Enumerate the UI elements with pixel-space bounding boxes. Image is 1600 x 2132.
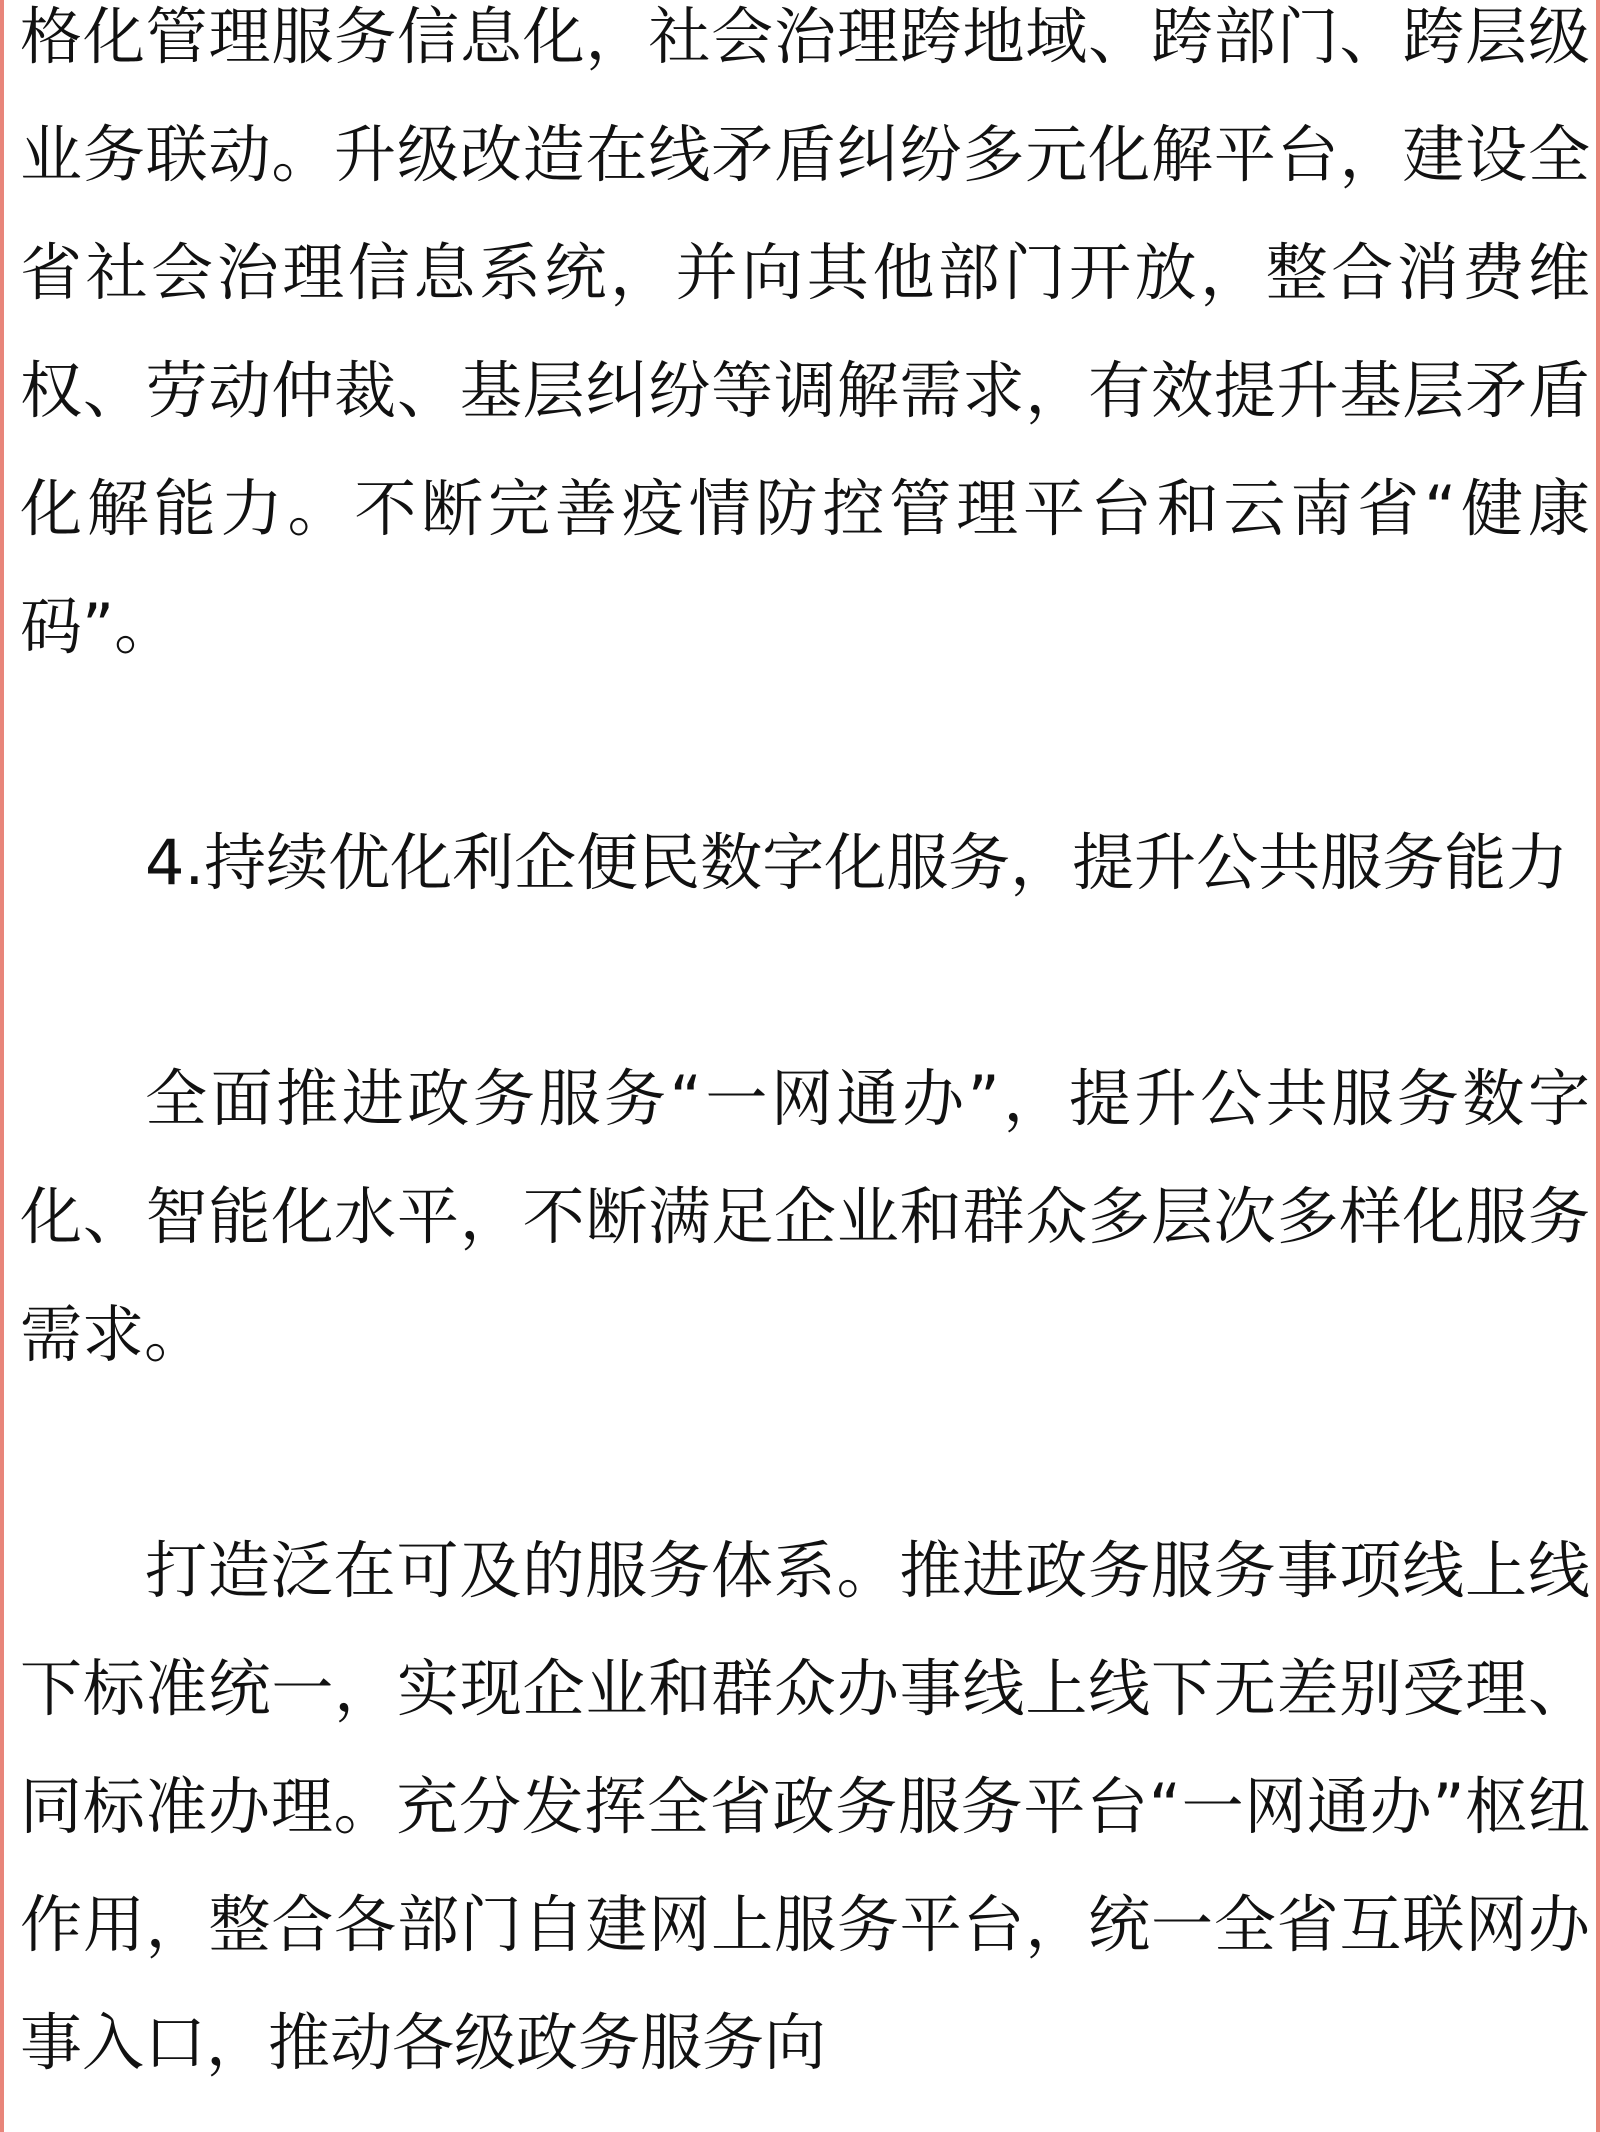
paragraph-spacer <box>20 686 1590 804</box>
paragraph-spacer <box>20 922 1590 1040</box>
document-body <box>20 0 1590 2102</box>
paragraph-social-governance: 格化管理服务信息化，社会治理跨地域、跨部门、跨层级业务联动。升级改造在线矛盾纠纷多元化解平台，建设全省社会治理信息系统，并向其他部门开放，整合消费维权、劳动仲裁、基层纠纷等调解需求，有效提升基层矛盾化解能力。不断完善疫情防控管理平台和云南省“健康码”。 <box>20 0 1590 663</box>
paragraph-spacer <box>20 1394 1590 1512</box>
paragraph-service-system: 打造泛在可及的服务体系。推进政务服务事项线上线下标准统一，实现企业和群众办事线上线下无差别受理、同标准办理。充分发挥全省政务服务平台“一网通办”枢纽作用，整合各部门自建网上服务平台，统一全省互联网办事入口，推动各级政务服务向 <box>20 1534 1590 2079</box>
section-heading-4: 4.持续优化利企便民数字化服务，提升公共服务能力 <box>145 826 1569 899</box>
paragraph-one-network: 全面推进政务服务“一网通办”，提升公共服务数字化、智能化水平，不断满足企业和群众多层次多样化服务需求。 <box>20 1062 1590 1371</box>
